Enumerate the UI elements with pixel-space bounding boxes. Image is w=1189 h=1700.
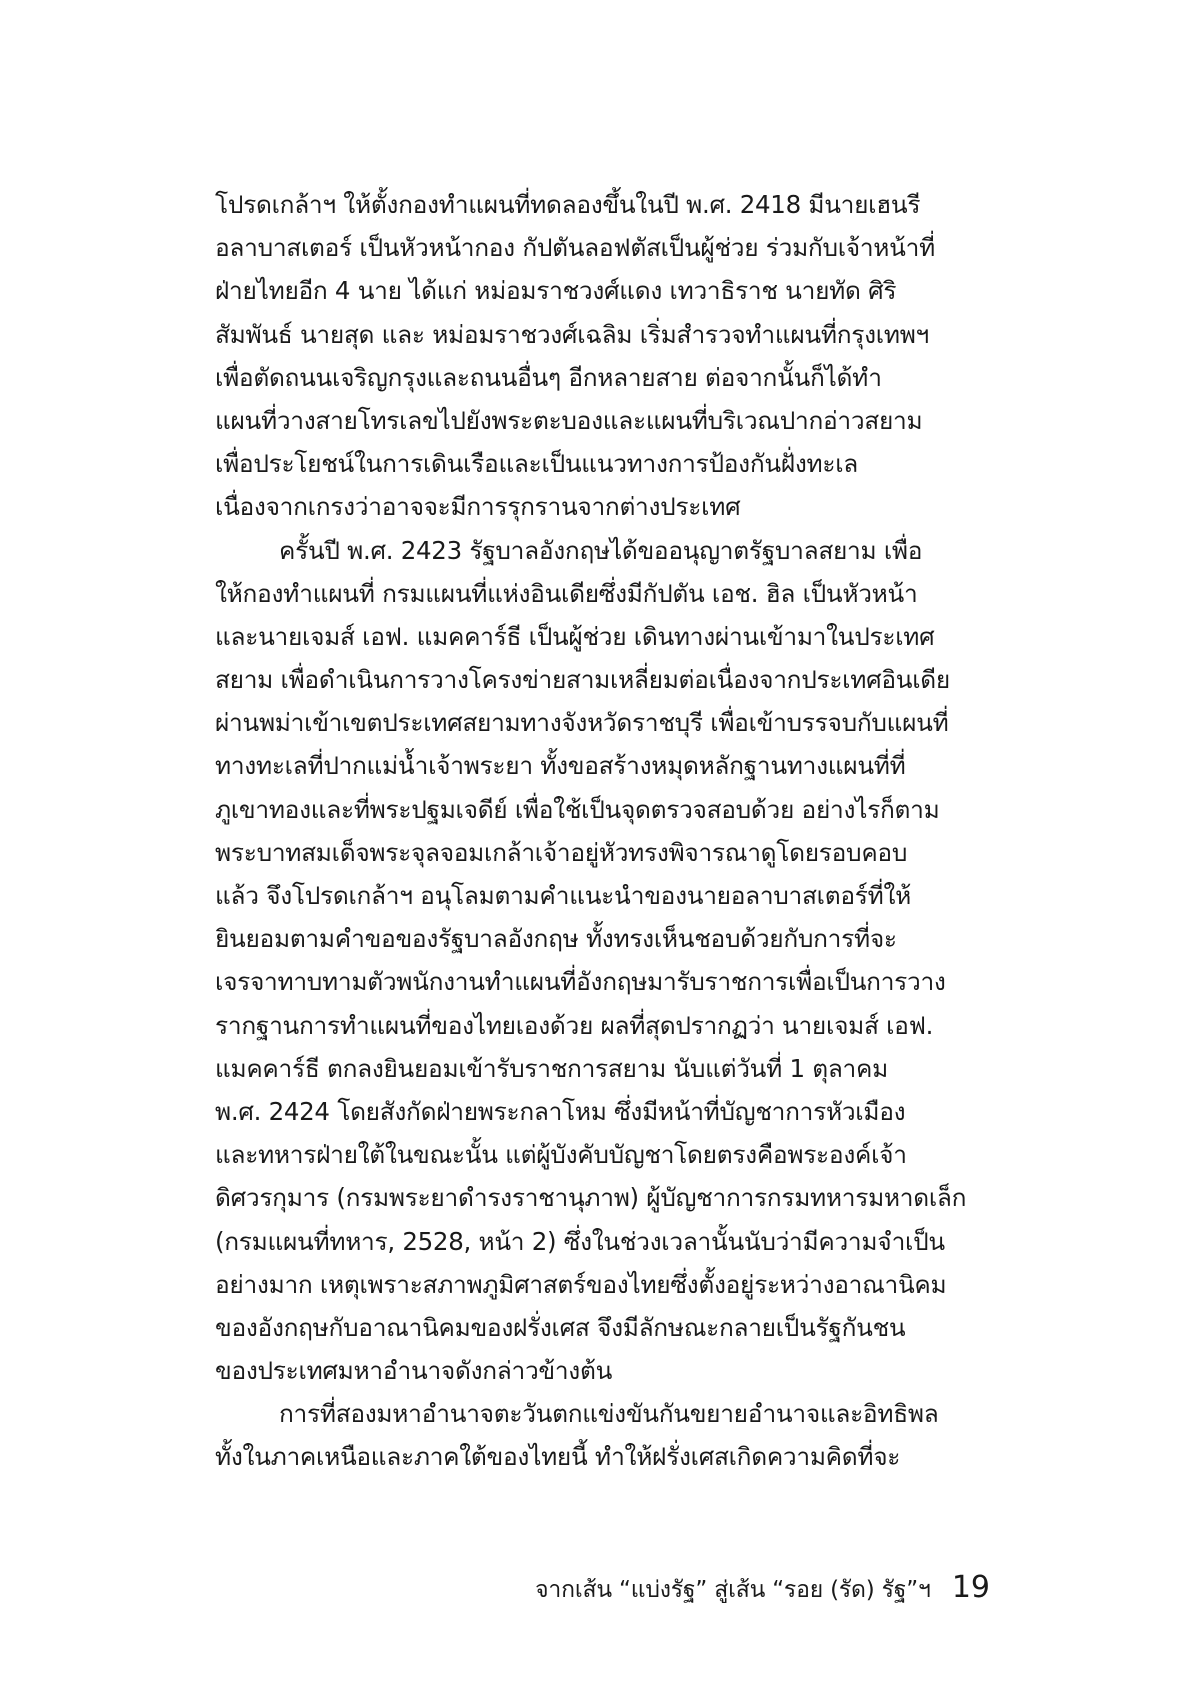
- paragraph-start-line: ครั้นปี พ.ศ. 2423 รัฐบาลอังกฤษได้ขออนุญาตรัฐบาลสยาม เพื่อ: [279, 535, 923, 565]
- text-line: พระบาทสมเด็จพระจุลจอมเกล้าเจ้าอยู่หัวทรงพิจารณาดูโดยรอบคอบ: [215, 837, 908, 867]
- text-line: โปรดเกล้าฯ ให้ตั้งกองทำแผนที่ทดลองขึ้นในปี พ.ศ. 2418 มีนายเฮนรี: [215, 190, 921, 219]
- text-line: ภูเขาทองและที่พระปฐมเจดีย์ เพื่อใช้เป็นจุดตรวจสอบด้วย อย่างไรก็ตาม: [215, 794, 940, 824]
- text-line: และทหารฝ่ายใต้ในขณะนั้น แต่ผู้บังคับบัญชาโดยตรงคือพระองค์เจ้า: [215, 1140, 907, 1170]
- running-title: จากเส้น “แบ่งรัฐ” สู่เส้น “รอย (รัด) รัฐ”ฯ: [535, 1577, 931, 1603]
- text-line: สยาม เพื่อดำเนินการวางโครงข่ายสามเหลี่ยมต่อเนื่องจากประเทศอินเดีย: [215, 665, 950, 695]
- text-line: แผนที่วางสายโทรเลขไปยังพระตะบองและแผนที่บริเวณปากอ่าวสยาม: [215, 405, 923, 435]
- text-line: เจรจาทาบทามตัวพนักงานทำแผนที่อังกฤษมารับราชการเพื่อเป็นการวาง: [215, 967, 946, 997]
- text-line: แมคคาร์ธี ตกลงยินยอมเข้ารับราชการสยาม นับแต่วันที่ 1 ตุลาคม: [215, 1053, 888, 1083]
- text-line: รากฐานการทำแผนที่ของไทยเองด้วย ผลที่สุดปรากฏว่า นายเจมส์ เอฟ.: [215, 1010, 934, 1040]
- text-line: ทั้งในภาคเหนือและภาคใต้ของไทยนี้ ทำให้ฝรั่งเศสเกิดความคิดที่จะ: [215, 1442, 901, 1472]
- text-line: ของอังกฤษกับอาณานิคมของฝรั่งเศส จึงมีลักษณะกลายเป็นรัฐกันชน: [215, 1312, 906, 1342]
- text-line: ผ่านพม่าเข้าเขตประเทศสยามทางจังหวัดราชบุรี เพื่อเข้าบรรจบกับแผนที่: [215, 708, 949, 738]
- text-line: ดิศวรกุมาร (กรมพระยาดำรงราชานุภาพ) ผู้บัญชาการกรมทหารมหาดเล็ก: [215, 1183, 967, 1213]
- paragraph-start-line: การที่สองมหาอำนาจตะวันตกแข่งขันกันขยายอำนาจและอิทธิพล: [279, 1399, 939, 1429]
- text-line: แล้ว จึงโปรดเกล้าฯ อนุโลมตามคำแนะนำของนายอลาบาสเตอร์ที่ให้: [215, 881, 911, 910]
- page-number: 19: [951, 1570, 990, 1605]
- text-line: ยินยอมตามคำขอของรัฐบาลอังกฤษ ทั้งทรงเห็นชอบด้วยกับการที่จะ: [215, 924, 897, 954]
- text-line: เพื่อตัดถนนเจริญกรุงและถนนอื่นๆ อีกหลายสาย ต่อจากนั้นก็ได้ทำ: [215, 362, 882, 392]
- text-line: และนายเจมส์ เอฟ. แมคคาร์ธี เป็นผู้ช่วย เดินทางผ่านเข้ามาในประเทศ: [215, 621, 935, 651]
- text-line: เนื่องจากเกรงว่าอาจจะมีการรุกรานจากต่างประเทศ: [215, 492, 741, 522]
- text-line: อย่างมาก เหตุเพราะสภาพภูมิศาสตร์ของไทยซึ่งตั้งอยู่ระหว่างอาณานิคม: [215, 1269, 947, 1299]
- text-line: (กรมแผนที่ทหาร, 2528, หน้า 2) ซึ่งในช่วงเวลานั้นนับว่ามีความจำเป็น: [215, 1226, 945, 1256]
- text-line: อลาบาสเตอร์ เป็นหัวหน้ากอง กัปตันลอฟตัสเป็นผู้ช่วย ร่วมกับเจ้าหน้าที่: [215, 233, 935, 263]
- text-line: ทางทะเลที่ปากแม่น้ำเจ้าพระยา ทั้งขอสร้างหมุดหลักฐานทางแผนที่ที่: [215, 751, 906, 781]
- text-line: พ.ศ. 2424 โดยสังกัดฝ่ายพระกลาโหม ซึ่งมีหน้าที่บัญชาการหัวเมือง: [215, 1096, 906, 1126]
- body-text: [215, 183, 990, 1479]
- text-line: ของประเทศมหาอำนาจดังกล่าวข้างต้น: [215, 1356, 613, 1386]
- text-line: สัมพันธ์ นายสุด และ หม่อมราชวงศ์เฉลิม เริ่มสำรวจทำแผนที่กรุงเทพฯ: [215, 319, 930, 349]
- text-line: ฝ่ายไทยอีก 4 นาย ได้แก่ หม่อมราชวงศ์แดง เทวาธิราช นายทัด ศิริ: [215, 276, 897, 306]
- text-line: ให้กองทำแผนที่ กรมแผนที่แห่งอินเดียซึ่งมีกัปตัน เอช. ฮิล เป็นหัวหน้า: [215, 578, 918, 608]
- page-footer: [510, 1566, 990, 1610]
- text-line: เพื่อประโยชน์ในการเดินเรือและเป็นแนวทางการป้องกันฝั่งทะเล: [215, 449, 859, 479]
